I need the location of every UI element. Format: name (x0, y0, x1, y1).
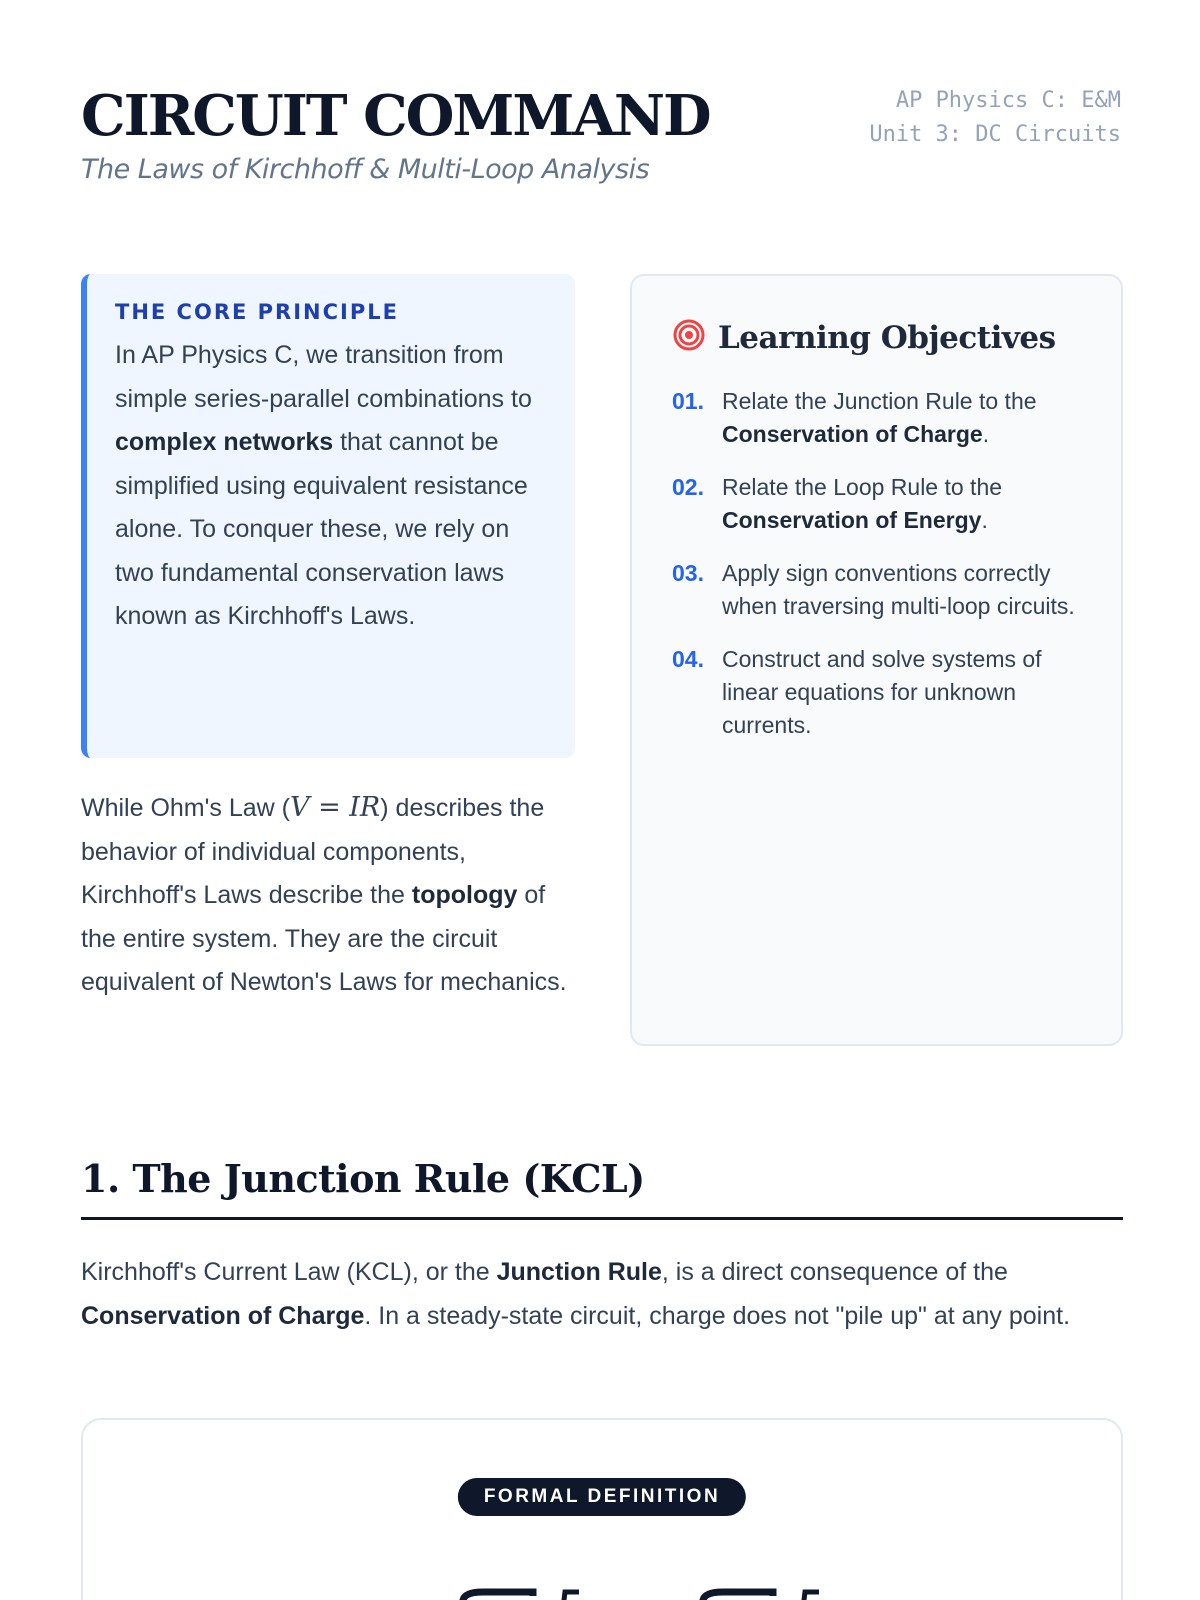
kcl-text-part: . In a steady-state circuit, charge does not "pile up" at any point. (364, 1301, 1071, 1330)
core-text-bold: complex networks (115, 428, 334, 456)
core-principle-label: THE CORE PRINCIPLE (115, 300, 399, 324)
kcl-text-bold: Junction Rule (496, 1258, 662, 1286)
unit-name: Unit 3: DC Circuits (869, 122, 1121, 147)
ohms-law-formula: V = IR (289, 792, 381, 823)
core-text-part: In AP Physics C, we transition from simple series-parallel combinations to (115, 341, 532, 413)
objectives-header (672, 318, 1081, 357)
objective-text-part: Relate the Loop Rule to the (722, 474, 1003, 500)
objectives-title: Learning Objectives (718, 319, 1056, 356)
objective-number: 03. (672, 560, 704, 586)
kcl-text-part: Kirchhoff's Current Law (KCL), or the (81, 1258, 497, 1286)
formal-definition-card (81, 1418, 1123, 1600)
objective-number: 02. (672, 474, 704, 500)
objective-text-bold: Conservation of Charge (722, 421, 983, 447)
objective-text (722, 471, 1081, 537)
target-icon (672, 318, 706, 357)
course-name: AP Physics C: E&M (895, 88, 1121, 113)
page-subtitle: The Laws of Kirchhoff & Multi-Loop Analysis (81, 154, 650, 185)
kcl-text-bold: Conservation of Charge (81, 1301, 365, 1330)
intro-paragraph (81, 786, 581, 1005)
kcl-paragraph (81, 1251, 1123, 1338)
section-heading-junction-rule: 1. The Junction Rule (KCL) (81, 1156, 1123, 1220)
objective-text-bold: Conservation of Energy (722, 507, 982, 533)
objective-text (722, 385, 1081, 451)
objective-text-tail: . (982, 421, 990, 447)
intro-text-part: ) describes the behavior of individual components, Kirchhoff's Laws describe the (81, 794, 545, 909)
intro-text-part: of the entire system. They are the circuit equivalent of Newton's Laws for mechanics. (81, 881, 567, 996)
objective-text-part: Relate the Junction Rule to the (722, 388, 1037, 414)
learning-objectives-card (630, 274, 1123, 1046)
core-text-part: that cannot be simplified using equivalent resistance alone. To conquer these, we rely on two fundamental conservation laws known as Kirchhoff's Laws. (115, 428, 528, 630)
intro-text-part: While Ohm's Law ( (81, 794, 290, 822)
intro-text-bold: topology (411, 881, 518, 909)
objective-text-tail: . (981, 507, 988, 533)
kcl-formula-partial (383, 1548, 843, 1600)
core-principle-text (115, 334, 545, 639)
formal-definition-badge: FORMAL DEFINITION (458, 1478, 746, 1516)
list-item (672, 643, 1081, 742)
page-header (81, 84, 1121, 194)
list-item (672, 385, 1081, 451)
core-principle-callout (81, 274, 575, 758)
list-item (672, 557, 1081, 623)
list-item (672, 471, 1081, 537)
objectives-list (672, 385, 1081, 742)
course-meta (869, 84, 1121, 152)
objective-text: Apply sign conventions correctly when traversing multi-loop circuits. (722, 560, 1075, 619)
objective-number: 04. (672, 646, 704, 672)
objective-text: Construct and solve systems of linear equations for unknown currents. (722, 646, 1042, 738)
kcl-text-part: , is a direct consequence of the (661, 1258, 1008, 1286)
page-title: CIRCUIT COMMAND (81, 83, 710, 149)
objective-number: 01. (672, 388, 704, 414)
